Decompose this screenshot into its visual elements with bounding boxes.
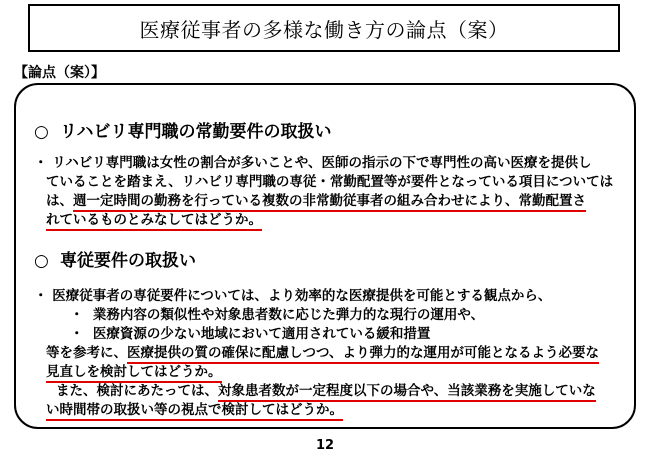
- bullet-dot: ・: [34, 288, 48, 304]
- section2-line3: [46, 364, 222, 380]
- underlined-text: い時間帯の取扱い等の視点で検討してはどうか。: [46, 402, 343, 421]
- circle-bullet-icon: ○: [34, 122, 49, 142]
- underlined-text: 医療提供の質の確保に配慮しつつ、より弾力的な運用が可能となるよう必要な: [127, 345, 599, 364]
- bullet-dot: ・: [34, 155, 48, 171]
- section1-line4: [46, 212, 262, 228]
- section2-heading: [34, 246, 196, 271]
- section2-heading-text: 専従要件の取扱い: [60, 251, 196, 271]
- slide-title-box: [28, 4, 620, 52]
- bullet-dot: ・: [70, 326, 84, 342]
- section2-line2: 等を参考に、医療提供の質の確保に配慮しつつ、より弾力的な運用が可能となるよう必要な: [46, 345, 599, 361]
- slide-title: 医療従事者の多様な働き方の論点（案）: [139, 17, 509, 42]
- page-number: 12: [315, 438, 335, 453]
- section2-line1: ・ 医療従事者の専従要件については、より効率的な医療提供を可能とする観点から、: [34, 288, 552, 304]
- section1-line2: ていることを踏まえ、リハビリ専門職の専従・常勤配置等が要件となっている項目については: [46, 174, 614, 190]
- section2-line5: [46, 402, 343, 418]
- section1-heading: [34, 117, 332, 142]
- underlined-text: れているものとみなしてはどうか。: [46, 212, 262, 231]
- underlined-text: 週一定時間の勤務を行っている複数の非常勤従事者の組み合わせにより、常勤配置さ: [73, 193, 586, 212]
- section1-line3: は、週一定時間の勤務を行っている複数の非常勤従事者の組み合わせにより、常勤配置さ: [46, 193, 586, 209]
- section2-line4: また、検討にあたっては、対象患者数が一定程度以下の場合や、当該業務を実施していな: [56, 383, 596, 399]
- underlined-text: 対象患者数が一定程度以下の場合や、当該業務を実施していな: [218, 383, 596, 402]
- section1-line1: ・ リハビリ専門職は女性の割合が多いことや、医師の指示の下で専門性の高い医療を提供し: [34, 155, 592, 171]
- circle-bullet-icon: ○: [34, 251, 49, 271]
- section-tag: 【論点（案）】: [14, 65, 105, 81]
- section2-sub1: ・ 業務内容の類似性や対象患者数に応じた弾力的な現行の運用や、: [70, 307, 485, 323]
- underlined-text: 見直しを検討してはどうか。: [46, 364, 222, 383]
- section1-heading-text: リハビリ専門職の常勤要件の取扱い: [60, 122, 332, 142]
- bullet-dot: ・: [70, 307, 84, 323]
- section2-sub2: ・ 医療資源の少ない地域において適用されている緩和措置: [70, 326, 431, 342]
